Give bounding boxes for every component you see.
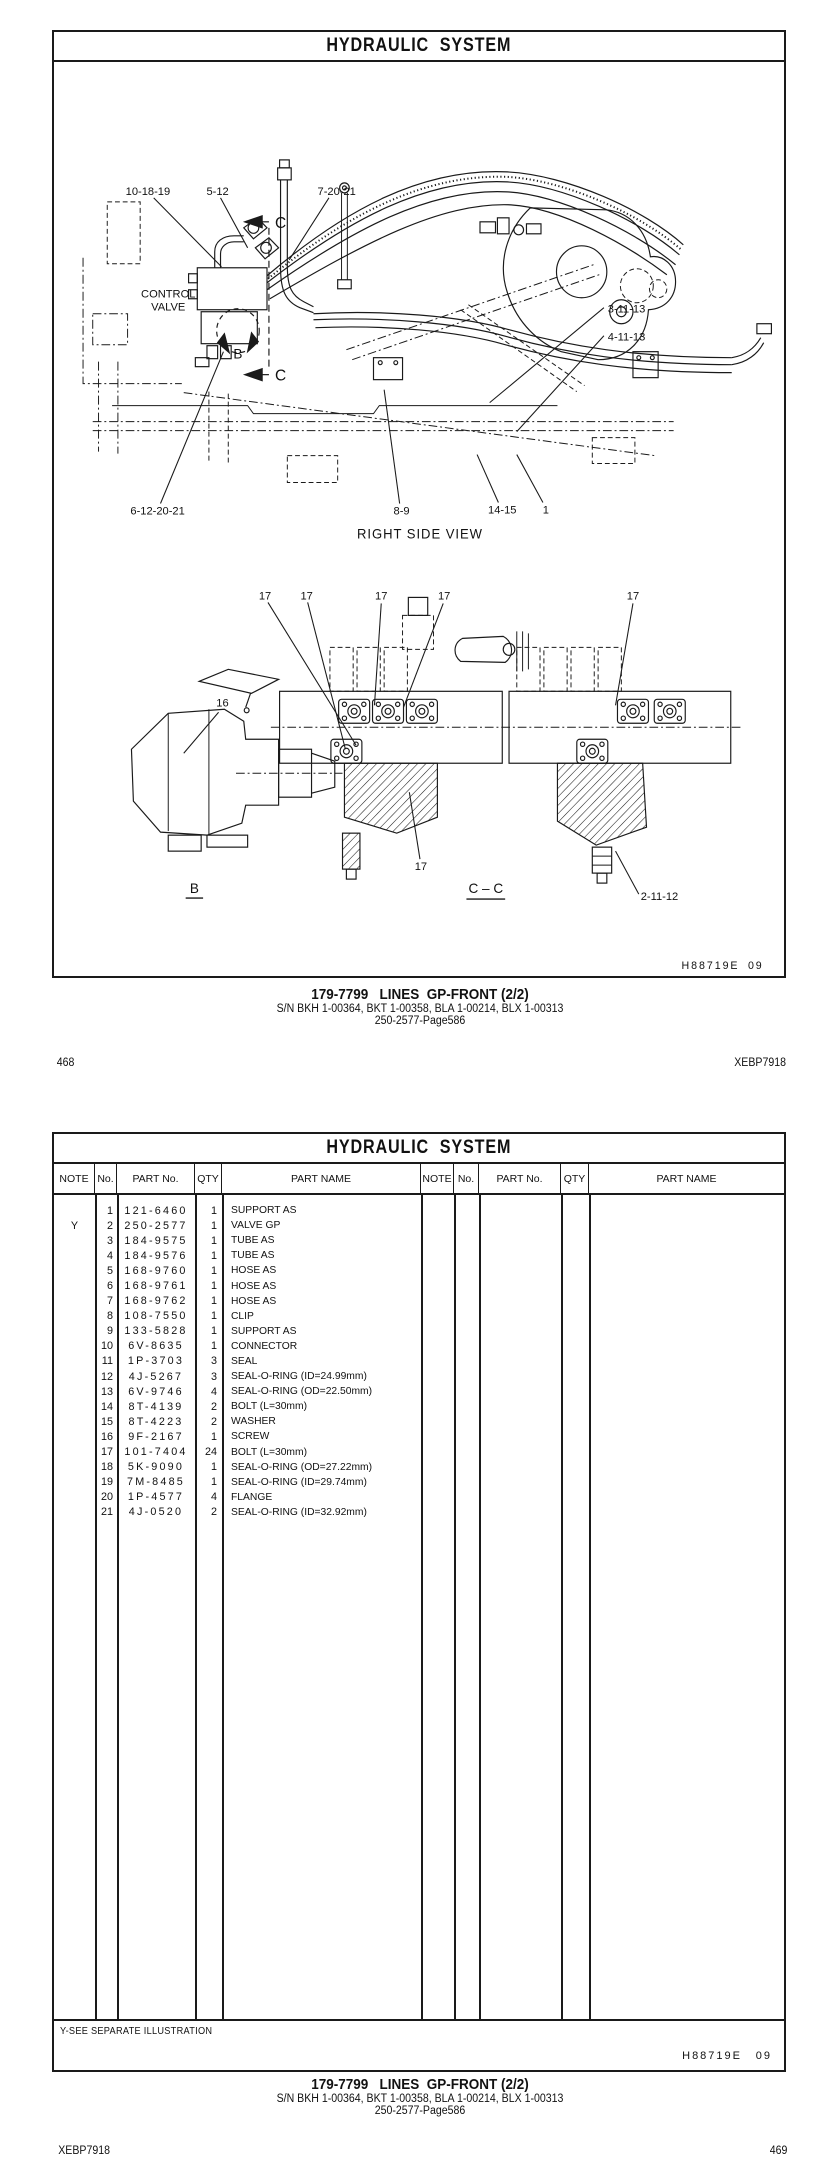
callout-6-12-20-21: 6-12-20-21 xyxy=(130,505,185,518)
table-row xyxy=(54,1233,784,1248)
column-divider xyxy=(195,1195,197,2019)
parts-table-body xyxy=(54,1195,784,2019)
callout-17: 17 xyxy=(437,590,451,603)
cell-part-no: 4J-0520 xyxy=(128,1506,184,1519)
page-2-caption-serials: S/N BKH 1-00364, BKT 1-00358, BLA 1-00214, BLX 1-00313 xyxy=(276,2093,564,2105)
table-row xyxy=(54,1218,784,1233)
cell-qty: 1 xyxy=(210,1219,217,1232)
col-header-note-2: NOTE xyxy=(421,1164,454,1193)
cell-part-name: SEAL-O-RING (ID=24.99mm) xyxy=(231,1371,367,1383)
cell-qty: 2 xyxy=(210,1415,217,1428)
page-2-caption-title: 179-7799 LINES GP-FRONT (2/2) xyxy=(311,2076,529,2093)
page-1-border xyxy=(52,30,786,978)
table-row xyxy=(54,1414,784,1429)
cell-part-no: 168-9760 xyxy=(124,1264,188,1277)
cell-part-no: 8T-4223 xyxy=(128,1415,184,1428)
cell-no: 10 xyxy=(100,1340,113,1353)
cell-no: 7 xyxy=(106,1295,113,1308)
page-1-doc-code: XEBP7918 xyxy=(733,1057,786,1069)
cell-no: 17 xyxy=(100,1446,113,1459)
page-1-caption-serials: S/N BKH 1-00364, BKT 1-00358, BLA 1-00214, BLX 1-00313 xyxy=(276,1003,564,1015)
page-2-title: HYDRAULIC SYSTEM xyxy=(326,1137,512,1158)
callout-17: 17 xyxy=(375,590,388,603)
drawing-ref-rev: 09 xyxy=(755,2050,772,2062)
cell-part-no: 168-9762 xyxy=(124,1295,188,1308)
cell-no: 9 xyxy=(106,1325,113,1338)
cell-qty: 1 xyxy=(210,1295,217,1308)
drawing-ref-rev: 09 xyxy=(747,959,764,973)
table-row xyxy=(54,1505,784,1520)
table-row xyxy=(54,1475,784,1490)
cell-qty: 1 xyxy=(210,1325,217,1338)
column-divider xyxy=(479,1195,481,2019)
callout-10-18-19: 10-18-19 xyxy=(125,185,171,198)
page-1-page-number: 468 xyxy=(56,1057,75,1069)
cell-part-name: HOSE AS xyxy=(231,1295,277,1307)
cell-no: 1 xyxy=(106,1204,113,1217)
callout-5-12: 5-12 xyxy=(206,185,229,198)
cell-part-no: 1P-3703 xyxy=(127,1355,185,1368)
cell-qty: 1 xyxy=(210,1476,217,1489)
cell-part-name: SEAL xyxy=(231,1355,258,1367)
hydraulic-lines-drawing xyxy=(54,62,784,976)
table-row xyxy=(54,1278,784,1293)
technical-drawing-area xyxy=(54,62,784,976)
cell-part-no: 101-7404 xyxy=(124,1446,188,1459)
cell-qty: 1 xyxy=(210,1249,217,1262)
cell-qty: 1 xyxy=(210,1340,217,1353)
cell-no: 21 xyxy=(100,1506,113,1519)
section-c-letter-top: C xyxy=(274,214,287,232)
column-divider xyxy=(95,1195,97,2019)
cell-part-name: VALVE GP xyxy=(231,1220,281,1232)
cell-qty: 2 xyxy=(210,1506,217,1519)
callout-17: 17 xyxy=(300,590,313,603)
control-valve-label: CONTROL xyxy=(141,288,196,301)
cell-qty: 1 xyxy=(210,1461,217,1474)
cell-qty: 1 xyxy=(210,1234,217,1247)
cell-part-name: TUBE AS xyxy=(231,1250,275,1262)
section-c-letter-bottom: C xyxy=(274,367,287,385)
cell-no: 20 xyxy=(100,1491,113,1504)
column-divider xyxy=(454,1195,456,2019)
callout-17: 17 xyxy=(258,590,272,603)
column-divider xyxy=(561,1195,563,2019)
table-row xyxy=(54,1263,784,1278)
cell-part-no: 1P-4577 xyxy=(127,1491,185,1504)
cell-part-no: 7M-8485 xyxy=(126,1476,185,1489)
column-divider xyxy=(222,1195,224,2019)
table-row xyxy=(54,1339,784,1354)
col-header-no-2: No. xyxy=(454,1164,479,1193)
cell-qty: 4 xyxy=(210,1491,217,1504)
cell-qty: 1 xyxy=(210,1430,217,1443)
cell-no: 5 xyxy=(106,1264,113,1277)
cell-part-name: SEAL-O-RING (ID=29.74mm) xyxy=(231,1476,367,1488)
cell-qty: 1 xyxy=(210,1264,217,1277)
cell-part-name: HOSE AS xyxy=(231,1280,277,1292)
cell-part-no: 8T-4139 xyxy=(128,1400,184,1413)
cell-part-name: SEAL-O-RING (OD=27.22mm) xyxy=(231,1461,373,1473)
cell-part-no: 121-6460 xyxy=(124,1204,188,1217)
cell-part-no: 250-2577 xyxy=(124,1219,188,1232)
page-2-caption-pageref: 250-2577-Page586 xyxy=(374,2105,466,2117)
table-row xyxy=(54,1460,784,1475)
col-header-qty: QTY xyxy=(195,1164,222,1193)
table-row xyxy=(54,1399,784,1414)
cell-part-name: SEAL-O-RING (OD=22.50mm) xyxy=(231,1386,373,1398)
page-2-page-number: 469 xyxy=(769,2145,788,2157)
cell-part-name: TUBE AS xyxy=(231,1235,275,1247)
drawing-ref-code: H88719E xyxy=(681,959,740,973)
col-header-qty-2: QTY xyxy=(561,1164,589,1193)
col-header-part-no: PART No. xyxy=(117,1164,195,1193)
detail-b-view-title: B xyxy=(189,880,199,897)
callout-14-15: 14-15 xyxy=(488,504,517,517)
column-divider xyxy=(589,1195,591,2019)
cell-part-name: BOLT (L=30mm) xyxy=(231,1446,308,1458)
callout-1: 1 xyxy=(542,504,549,517)
cell-no: 19 xyxy=(100,1476,113,1489)
page-1-title: HYDRAULIC SYSTEM xyxy=(326,35,512,56)
parts-table-header xyxy=(54,1164,784,1195)
table-row xyxy=(54,1369,784,1384)
cell-no: 16 xyxy=(100,1430,113,1443)
col-header-no: No. xyxy=(95,1164,117,1193)
cell-no: 15 xyxy=(100,1415,113,1428)
cell-no: 3 xyxy=(106,1234,113,1247)
callout-17: 17 xyxy=(414,860,428,874)
cell-no: 11 xyxy=(101,1355,113,1368)
callout-2-11-12: 2-11-12 xyxy=(640,890,679,904)
section-cc-view-title: C – C xyxy=(468,880,504,897)
cell-part-name: WASHER xyxy=(231,1416,276,1428)
col-header-part-name: PART NAME xyxy=(222,1164,421,1193)
cell-qty: 1 xyxy=(210,1280,217,1293)
cell-part-no: 9F-2167 xyxy=(128,1430,184,1443)
callout-3-11-13: 3-11-13 xyxy=(607,303,646,316)
cell-no: 13 xyxy=(100,1385,113,1398)
cell-part-name: CLIP xyxy=(231,1310,254,1322)
cell-part-name: SUPPORT AS xyxy=(231,1205,297,1217)
cell-part-name: CONNECTOR xyxy=(231,1340,298,1352)
cell-part-no: 108-7550 xyxy=(124,1310,188,1323)
page-1-caption-title: 179-7799 LINES GP-FRONT (2/2) xyxy=(311,986,529,1003)
callout-16: 16 xyxy=(216,697,229,710)
table-row xyxy=(54,1309,784,1324)
page-1-title-bar xyxy=(54,32,784,62)
cell-no: 14 xyxy=(100,1400,113,1413)
page-2-border xyxy=(52,1132,786,2072)
cell-qty: 1 xyxy=(210,1310,217,1323)
column-divider xyxy=(421,1195,423,2019)
cell-part-no: 4J-5267 xyxy=(128,1370,184,1383)
callout-17: 17 xyxy=(626,590,640,603)
table-row xyxy=(54,1354,784,1369)
table-footnote-area xyxy=(54,2019,784,2070)
callout-4-11-13: 4-11-13 xyxy=(607,331,646,344)
cell-part-no: 168-9761 xyxy=(124,1280,188,1293)
right-side-view-label: RIGHT SIDE VIEW xyxy=(356,526,483,542)
cell-part-no: 133-5828 xyxy=(124,1325,188,1338)
callout-8-9: 8-9 xyxy=(393,505,410,518)
cell-part-name: SUPPORT AS xyxy=(231,1325,297,1337)
page-2-title-bar xyxy=(54,1134,784,1164)
cell-qty: 2 xyxy=(210,1400,217,1413)
table-row xyxy=(54,1384,784,1399)
cell-qty: 3 xyxy=(210,1370,217,1383)
cell-no: 8 xyxy=(106,1310,113,1323)
col-header-part-name-2: PART NAME xyxy=(656,1172,717,1185)
drawing-ref-code: H88719E xyxy=(682,2050,742,2062)
cell-part-name: BOLT (L=30mm) xyxy=(231,1401,308,1413)
cell-part-name: FLANGE xyxy=(231,1491,273,1503)
col-header-note: NOTE xyxy=(54,1164,95,1193)
cell-qty: 4 xyxy=(210,1385,217,1398)
cell-part-no: 184-9576 xyxy=(124,1249,188,1262)
cell-no: 12 xyxy=(100,1370,113,1383)
cell-part-no: 6V-8635 xyxy=(128,1340,184,1353)
table-row xyxy=(54,1490,784,1505)
cell-qty: 1 xyxy=(210,1204,217,1217)
cell-no: 2 xyxy=(106,1219,113,1232)
callout-7-20-21: 7-20-21 xyxy=(317,185,356,198)
column-divider xyxy=(117,1195,119,2019)
cell-no: 6 xyxy=(106,1280,113,1293)
footnote-text: Y-SEE SEPARATE ILLUSTRATION xyxy=(60,2026,213,2037)
page-2-doc-code: XEBP7918 xyxy=(58,2145,111,2157)
cell-note: Y xyxy=(70,1219,79,1232)
page-1-caption-pageref: 250-2577-Page586 xyxy=(374,1015,466,1027)
table-row xyxy=(54,1429,784,1444)
cell-part-no: 6V-9746 xyxy=(128,1385,184,1398)
table-row xyxy=(54,1294,784,1309)
cell-part-name: SEAL-O-RING (ID=32.92mm) xyxy=(231,1506,367,1518)
cell-qty: 24 xyxy=(204,1446,217,1459)
detail-b-arrow-letter: B xyxy=(233,346,243,362)
table-row xyxy=(54,1324,784,1339)
cell-no: 18 xyxy=(100,1461,113,1474)
cell-qty: 3 xyxy=(210,1355,217,1368)
cell-part-no: 5K-9090 xyxy=(127,1461,185,1474)
table-row xyxy=(54,1248,784,1263)
cell-part-name: HOSE AS xyxy=(231,1265,277,1277)
control-valve-label: VALVE xyxy=(151,301,186,314)
table-row xyxy=(54,1203,784,1218)
cell-part-name: SCREW xyxy=(231,1431,270,1443)
cell-part-no: 184-9575 xyxy=(124,1234,188,1247)
col-header-part-no-2: PART No. xyxy=(479,1164,561,1193)
table-row xyxy=(54,1445,784,1460)
cell-no: 4 xyxy=(106,1249,113,1262)
